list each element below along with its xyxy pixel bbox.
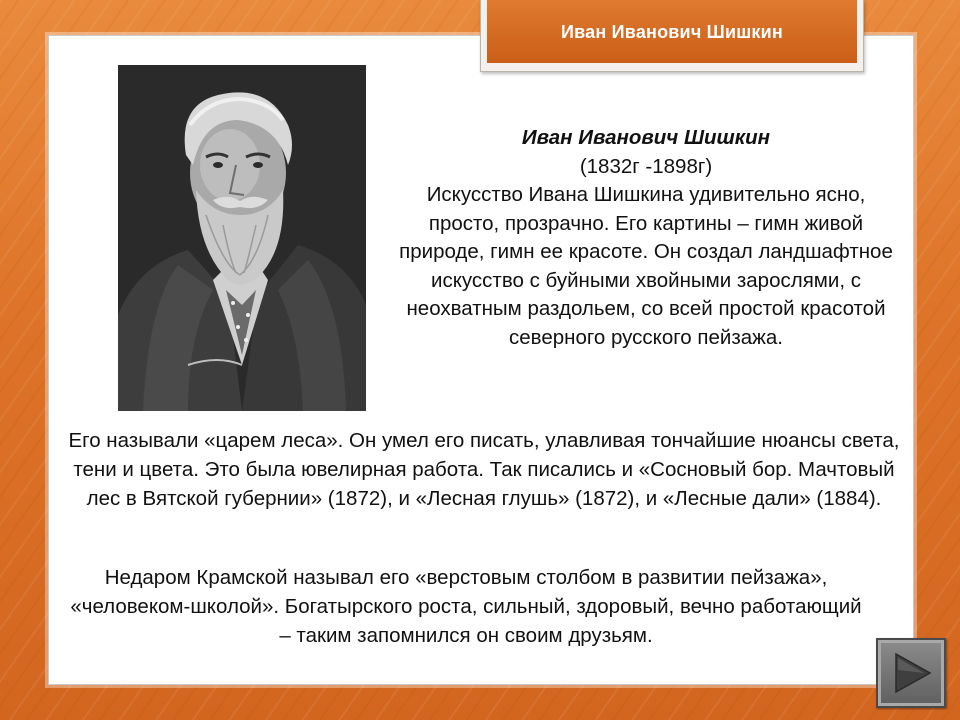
portrait-photo	[118, 65, 366, 411]
paragraph-kramskoy-quote: Недаром Крамской называл его «верстовым столбом в развитии пейзажа», «человеком-школой». Богатырского роста, сильный, здоровый, вечно работающий – таким запомнился он своим друзьям.	[70, 566, 862, 647]
bio-name: Иван Иванович Шишкин	[521, 126, 771, 149]
paragraph-tsar-of-forest: Его называли «царем леса». Он умел его писать, улавливая тончайшие нюансы света, тени и цвета. Это была ювелирная работа. Так писались и «Сосновый бор. Мачтовый лес в Вятской губернии» (1872), и «Лесная глушь» (1872), и «Лесные дали» (1884).	[68, 429, 900, 510]
slide-title: Иван Иванович Шишкин	[561, 22, 783, 42]
portrait-photo-drawing	[118, 65, 366, 411]
bio-block	[396, 124, 896, 352]
play-triangle-icon	[878, 640, 944, 706]
next-slide-button[interactable]	[876, 638, 946, 708]
title-tab	[480, 0, 864, 72]
bio-years: (1832г -1898г)	[579, 154, 713, 178]
title-tab-banner	[487, 0, 857, 63]
bio-text: Искусство Ивана Шишкина удивительно ясно, просто, прозрачно. Его картины – гимн живой природе, гимн ее красоте. Он создал ландшафтное искусство с буйными хвойными зарослями, с неохватным раздольем, со всей простой красотой северного русского пейзажа.	[399, 183, 893, 349]
